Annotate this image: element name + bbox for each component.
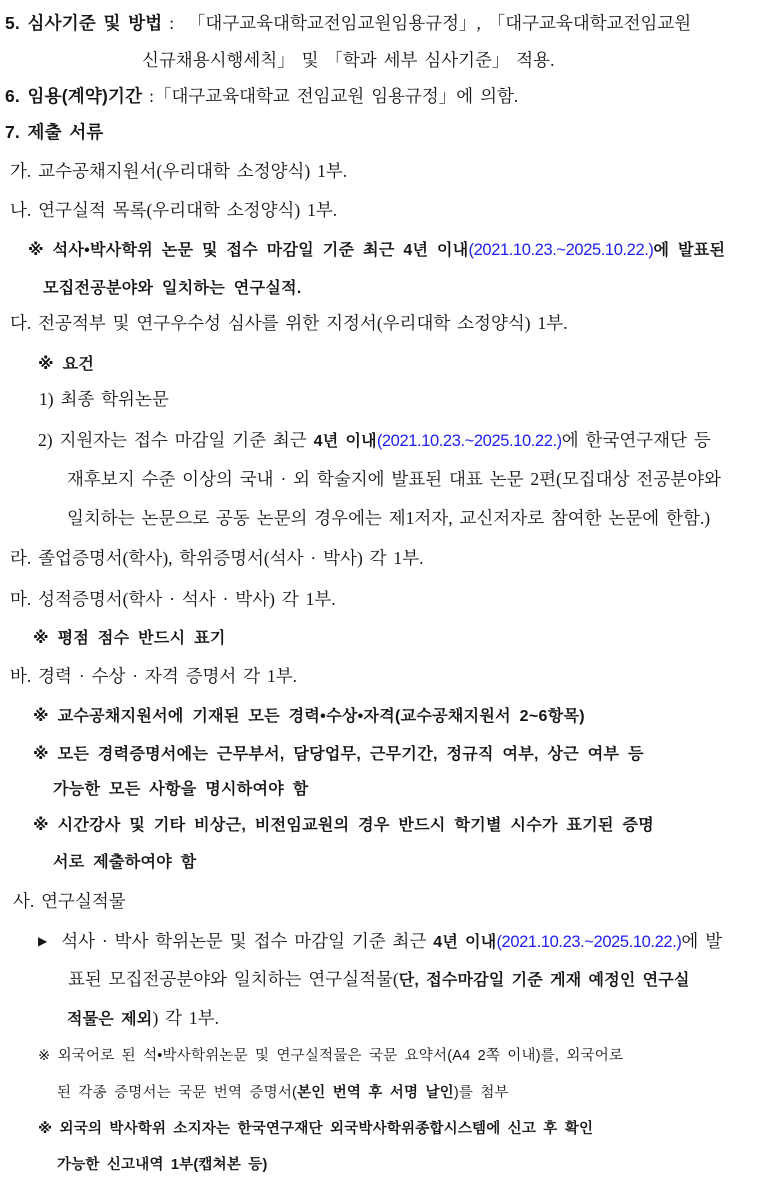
item7-da <box>10 313 568 333</box>
item7-ba-note3-1 <box>33 817 654 835</box>
item7-da-req2-2 <box>67 469 721 489</box>
item7-ba-note1 <box>33 708 585 726</box>
text-run: 본인 번역 후 서명 날인 <box>297 1085 454 1101</box>
text-run: ※ 시간강사 및 기타 비상근, 비전임교원의 경우 반드시 학기별 시수가 표기된 증명 <box>33 817 654 834</box>
text-run: 마. 성적증명서(학사 · 석사 · 박사) 각 1부. <box>10 589 336 609</box>
item7-heading <box>5 122 104 142</box>
text-run: ※ 모든 경력증명서에는 근무부서, 담당업무, 근무기간, 정규직 여부, 상근 여부 등 <box>33 746 644 763</box>
item5-line1 <box>5 13 691 33</box>
item7-ma-note <box>33 630 226 648</box>
text-run: 서로 제출하여야 함 <box>53 854 197 871</box>
item7-da-note <box>38 356 94 374</box>
item6 <box>5 86 518 106</box>
text-run: 일치하는 논문으로 공동 논문의 경우에는 제1저자, 교신저자로 참여한 논문에 한함.) <box>67 508 711 528</box>
item7-ba <box>10 666 297 686</box>
text-run: 가능한 신고내역 1부(캡쳐본 등) <box>57 1157 268 1173</box>
item7-na-note-2 <box>43 280 302 298</box>
text-run: 신규채용시행세칙」 및 「학과 세부 심사기준」 적용. <box>142 50 555 70</box>
text-run: 적물은 제외 <box>67 1011 153 1028</box>
item5-line2 <box>142 50 554 70</box>
text-run: )를 첨부 <box>453 1085 509 1101</box>
item7-na-note-1 <box>28 241 725 260</box>
text-run: 「대구교육대학교전임교원임용규정」, 「대구교육대학교전임교원 <box>187 13 692 33</box>
text-run: 1) 최종 학위논문 <box>39 389 169 409</box>
text-run: 된 각종 증명서는 국문 번역 증명서( <box>57 1085 298 1101</box>
item7-sa <box>13 891 126 911</box>
item7-da-req2-1 <box>38 430 711 451</box>
item7-sa-note1-1 <box>38 1048 623 1065</box>
text-run: 4년 이내 <box>433 934 497 951</box>
text-run: ※ 석사•박사학위 논문 및 접수 마감일 기준 최근 4년 이내 <box>28 242 469 259</box>
item7-da-req1 <box>39 389 169 409</box>
text-run: 에 발 <box>681 931 723 951</box>
text-run: ※ 외국의 박사학위 소지자는 한국연구재단 외국박사학위종합시스템에 신고 후 확인 <box>38 1121 594 1137</box>
text-run: 가. 교수공채지원서(우리대학 소정양식) 1부. <box>10 161 348 181</box>
item7-sa-note2-2 <box>57 1157 268 1174</box>
text-run: 6. 임용(계약)기간 <box>5 86 143 106</box>
bullet-triangle-icon: ▶ <box>38 934 48 948</box>
text-run: ) 각 1부. <box>152 1008 219 1028</box>
item7-na <box>10 200 337 220</box>
item7-ga <box>10 161 347 181</box>
item7-ba-note3-2 <box>53 854 197 872</box>
item7-ra <box>10 548 423 568</box>
text-run: 표된 모집전공분야와 일치하는 연구실적물( <box>68 969 399 989</box>
text-run: 재후보지 수준 이상의 국내 · 외 학술지에 발표된 대표 논문 2편(모집대상 전공분야와 <box>67 469 721 489</box>
text-run: ※ 외국어로 된 석•박사학위논문 및 연구실적물은 국문 요약서(A4 2쪽 이내)를, 외국어로 <box>38 1048 624 1064</box>
item7-sa-note1-2 <box>57 1085 509 1102</box>
text-run: 에 한국연구재단 등 <box>561 430 711 450</box>
text-run: 석사 · 박사 학위논문 및 접수 마감일 기준 최근 <box>61 931 434 951</box>
item7-da-req2-3 <box>67 508 710 528</box>
text-run: ※ 요건 <box>38 356 95 373</box>
text-run: 에 발표된 <box>653 242 726 259</box>
text-run: 모집전공분야와 일치하는 연구실적. <box>43 280 302 297</box>
text-run: 7. 제출 서류 <box>5 122 104 142</box>
text-run: : <box>162 13 188 33</box>
text-run: 5. 심사기준 및 방법 <box>5 13 163 33</box>
item7-sa-bullet-3 <box>67 1008 219 1029</box>
text-run: 2) 지원자는 접수 마감일 기준 최근 <box>38 430 314 450</box>
item7-ma <box>10 589 336 609</box>
date-range-text: (2021.10.23.~2025.10.22.) <box>376 432 562 450</box>
item7-sa-bullet-2 <box>68 969 690 990</box>
text-run: 가능한 모든 사항을 명시하여야 함 <box>53 781 309 798</box>
text-run: ※ 평점 점수 반드시 표기 <box>33 630 226 647</box>
text-run: 나. 연구실적 목록(우리대학 소정양식) 1부. <box>10 200 338 220</box>
text-run: 단, 접수마감일 기준 게재 예정인 연구실 <box>398 972 690 989</box>
text-run: 다. 전공적부 및 연구우수성 심사를 위한 지정서(우리대학 소정양식) 1부. <box>10 313 568 333</box>
date-range-text: (2021.10.23.~2025.10.22.) <box>496 933 682 951</box>
item7-sa-note2-1 <box>38 1121 593 1138</box>
text-run: 사. 연구실적물 <box>13 891 126 911</box>
text-run: 라. 졸업증명서(학사), 학위증명서(석사 · 박사) 각 1부. <box>10 548 424 568</box>
date-range-text: (2021.10.23.~2025.10.22.) <box>468 241 654 259</box>
text-run: 4년 이내 <box>313 433 377 450</box>
text-run: 바. 경력 · 수상 · 자격 증명서 각 1부. <box>10 666 298 686</box>
item7-sa-bullet-1 <box>38 931 722 952</box>
item7-ba-note2-2 <box>53 781 309 799</box>
text-run: ※ 교수공채지원서에 기재된 모든 경력•수상•자격(교수공채지원서 2~6항목) <box>33 708 585 725</box>
text-run: :「대구교육대학교 전임교원 임용규정」에 의함. <box>142 86 519 106</box>
item7-ba-note2-1 <box>33 746 644 764</box>
